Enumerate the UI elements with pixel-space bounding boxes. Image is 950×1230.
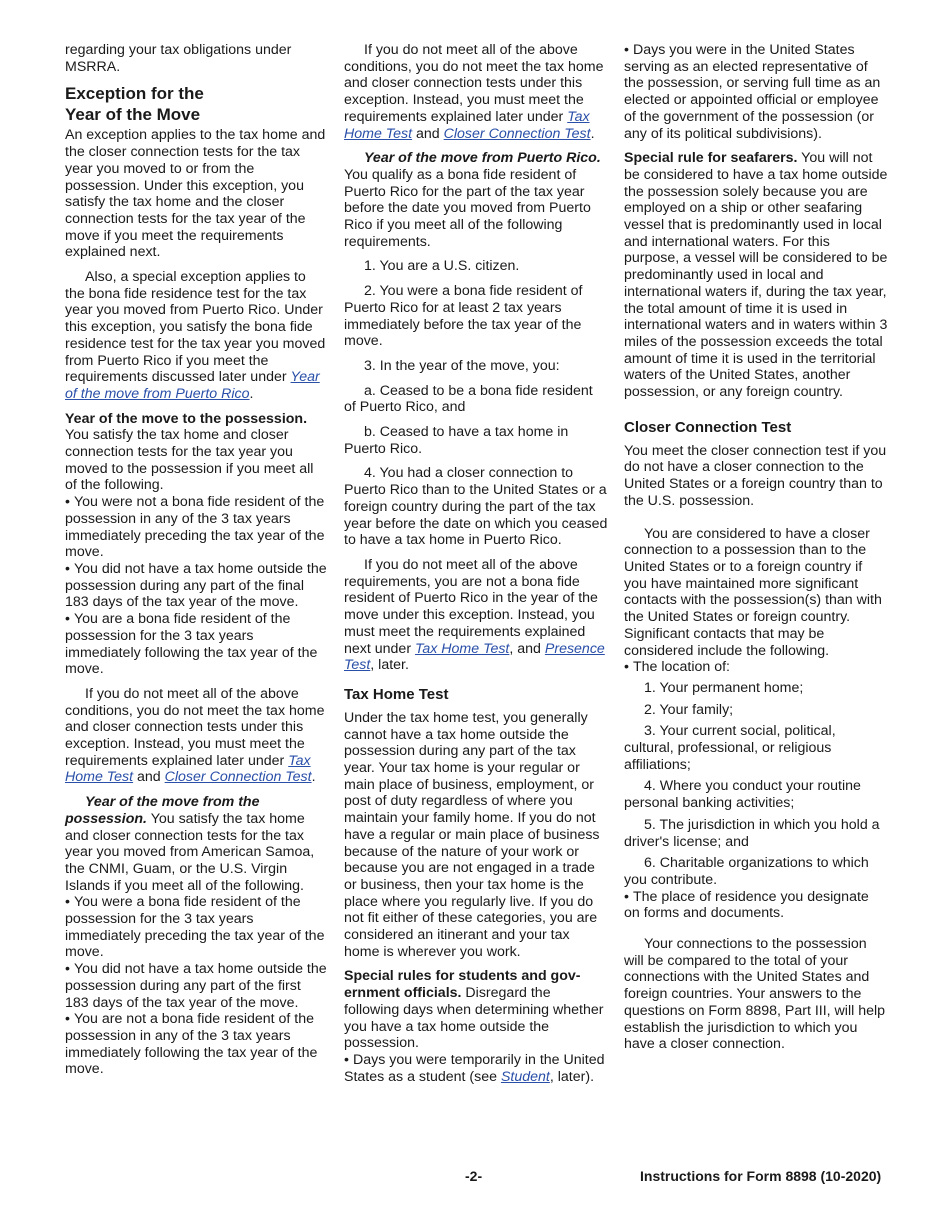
list-item: • Days you were in the United States serving as an elected representative of the possession, or serving full time as an elected or appointed official or employee of the government of the possession (or any of its political subdivisions).: [624, 42, 888, 142]
column-3: [624, 42, 888, 1061]
link-student[interactable]: Student: [500, 1068, 550, 1085]
list-item: • You were not a bona fide resident of the possession in any of the 3 tax years immediately preceding the tax year of the move.: [65, 494, 327, 561]
list-item: • You did not have a tax home outside the possession during any part of the final 183 days of the tax year of the move.: [65, 561, 327, 611]
list-item: 4. You had a closer connection to Puerto Rico than to the United States or a foreign country during the part of the tax year before the date on which you ceased to have a tax home in Puerto Rico.: [344, 465, 608, 549]
link-tax-home-test[interactable]: Tax Home Test: [65, 752, 311, 786]
run-in-heading: Special rule for seafarers.: [624, 150, 798, 167]
section-heading-closer-connection: Closer Connection Test: [624, 418, 792, 436]
list-item: 5. The jurisdiction in which you hold a driver's license; and: [624, 816, 880, 850]
link-tax-home-test[interactable]: Tax Home Test: [344, 108, 590, 142]
list-item: 1. You are a U.S. citizen.: [364, 258, 520, 275]
link-closer-connection-test[interactable]: Closer Connection Test: [164, 769, 312, 786]
column-1: [65, 42, 327, 1078]
special-exception-paragraph: Also, a special exception applies to the bona fide residence test for the tax year you moved from Puerto Rico. Under this exception, you satisfy the bona fide residence test for the tax year you moved from Puerto Rico if you meet the requirements discussed later under Year of the move from Puerto Rico.: [65, 269, 326, 402]
column-2: [344, 42, 608, 1085]
move-to-paragraph: Year of the move to the possession. You satisfy the tax home and closer connection tests for the tax year you moved to the possession if you meet all of the following.: [65, 410, 314, 494]
list-item: b. Ceased to have a tax home in Puerto Rico.: [344, 424, 569, 457]
list-item: • Days you were temporarily in the United States as a student (see Student, later).: [344, 1052, 608, 1085]
list-item: • You are a bona fide resident of the possession for the 3 tax years immediately following the tax year of the move.: [65, 611, 327, 678]
list-item: a. Ceased to be a bona fide resident of Puerto Rico, and: [344, 382, 593, 416]
list-item: 3. In the year of the move, you:: [364, 357, 560, 374]
list-item: 2. You were a bona fide resident of Puerto Rico for at least 2 tax years immediately before the tax year of the move.: [344, 283, 583, 350]
closer-paragraph-1: You meet the closer connection test if you do not have a closer connection to the United States or a foreign country than to the U.S. possession.: [624, 442, 887, 509]
list-item: • You did not have a tax home outside the possession during any part of the first 183 days of the tax year of the move.: [65, 961, 327, 1011]
not-meet-paragraph: If you do not meet all of the above conditions, you do not meet the tax home and closer connection tests under this exception. Instead, you must meet the requirements explained later under Tax Home Test and Closer Connection Test.: [344, 42, 604, 142]
run-in-heading: Year of the move to the possession.: [65, 410, 308, 427]
link-year-move-pr[interactable]: Year of the move from Puerto Rico: [65, 369, 320, 402]
intro-paragraph: regarding your tax obligations under MSRRA.: [65, 42, 292, 75]
page-number: -2-: [465, 1168, 483, 1184]
students-paragraph: Special rules for students and government officials. Disregard the following days when determining whether you have a tax home outside the possession.: [344, 968, 604, 1052]
closer-paragraph-2: You are considered to have a closer connection to a possession than to the United States or to a foreign country if you have maintained more significant contacts with the possession(s) than with the United States or foreign country. Significant contacts that may be considered include the following.: [624, 525, 882, 659]
list-item: 2. Your family;: [644, 701, 734, 718]
tax-home-paragraph: Under the tax home test, you generally cannot have a tax home outside the possession during any part of the tax year. Your tax home is your regular or main place of business, employment, or post of duty regardless of where you maintain your family home. If you do not have a regular or main place of business because of the nature of your work or because you are not engaged in a trade or business, then your tax home is the place where you regularly live. If you do not fit either of these categories, you are considered an itinerant and your tax home is wherever you work.: [344, 709, 600, 960]
not-meet-pr-paragraph: If you do not meet all of the above requirements, you are not a bona fide resident of Puerto Rico in the year of the move under this exception. Instead, you must meet the requirements explained next under Tax Home Test, and Presence Test, later.: [344, 556, 605, 674]
section-heading-exception: Exception for the Year of the Move: [65, 84, 204, 125]
run-in-heading: Year of the move from Puerto Rico.: [364, 150, 601, 167]
connections-paragraph: Your connections to the possession will be compared to the total of your connections with the United States and foreign countries. Your answers to the questions on Form 8898, Part III, will help establish the jurisdiction to which you have a closer connection.: [624, 936, 886, 1053]
exception-paragraph: An exception applies to the tax home and the closer connection tests for the tax year you moved to or from the possession. Under this exception, you satisfy the tax home and the closer connection tests for the tax year of the move if you meet the requirements explained next.: [65, 127, 326, 261]
list-item: • You are not a bona fide resident of the possession in any of the 3 tax years immediately following the tax year of the move.: [65, 1011, 327, 1078]
list-item: 6. Charitable organizations to which you contribute.: [624, 855, 869, 888]
seafarers-paragraph: Special rule for seafarers. You will not be considered to have a tax home outside the possession solely because you are employed on a ship or other seafaring vessel that is predominantly used in local and international waters. For this purpose, a vessel will be considered to be predominantly used in local and international waters if, during the tax year, the total amount of time it is used in international waters and in waters within 3 miles of the possession exceeds the total amount of time it is used in the territorial waters of the United States, another possession, or any foreign country.: [624, 150, 888, 401]
section-heading-tax-home: Tax Home Test: [344, 685, 449, 703]
list-item: • The place of residence you designate on forms and documents.: [624, 889, 888, 922]
link-presence-test[interactable]: Presence Test: [344, 640, 605, 674]
link-closer-connection-test[interactable]: Closer Connection Test: [443, 125, 591, 142]
move-from-pr-paragraph: Year of the move from Puerto Rico. You qualify as a bona fide resident of Puerto Rico for the part of the tax year before the date you moved from Puerto Rico if you meet all of the following requirements.: [344, 150, 601, 250]
link-tax-home-test[interactable]: Tax Home Test: [415, 640, 510, 657]
run-in-heading: Special rules for students and government officials.: [344, 968, 581, 1002]
list-item: 3. Your current social, political, cultural, professional, or religious affiliations;: [624, 723, 836, 773]
list-item: • The location of:: [624, 659, 888, 676]
not-meet-paragraph: If you do not meet all of the above conditions, you do not meet the tax home and closer connection tests under this exception. Instead, you must meet the requirements explained later under Tax Home Test and Closer Connection Test.: [65, 685, 325, 786]
run-in-heading: Year of the move from the possession.: [65, 794, 260, 827]
move-from-paragraph: Year of the move from the possession. You satisfy the tax home and closer connection tests for the tax year you moved from American Samoa, the CNMI, Guam, or the U.S. Virgin Islands if you meet all of the following.: [65, 794, 315, 894]
list-item: 1. Your permanent home;: [644, 679, 804, 696]
list-item: 4. Where you conduct your routine personal banking activities;: [624, 778, 861, 812]
form-title-footer: Instructions for Form 8898 (10-2020): [640, 1168, 882, 1184]
list-item: • You were a bona fide resident of the possession for the 3 tax years immediately preceding the tax year of the move.: [65, 894, 327, 961]
